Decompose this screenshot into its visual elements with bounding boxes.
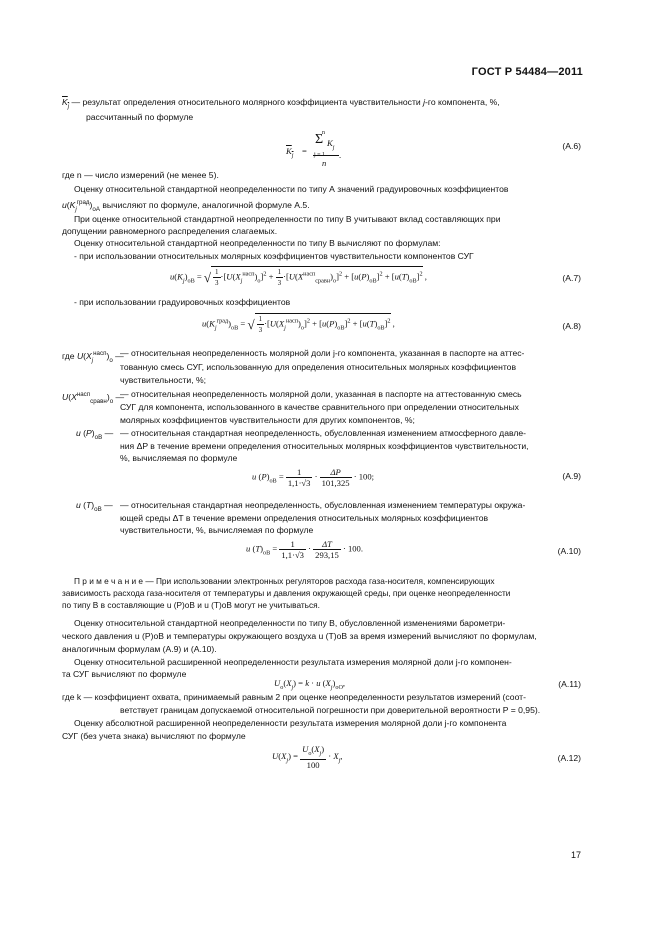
text-line: Оценку относительной стандартной неопределенности по типу А значений градуировочных коэффициентов <box>74 184 509 194</box>
text-line: Оценку относительной стандартной неопределенности по типу В, обусловленной изменениями барометри- <box>74 618 506 628</box>
text-line: -го компонента, %, <box>425 97 500 107</box>
text-line <box>120 348 524 359</box>
where-u-sr: $U(X^{насп}_{сравн})_о$ — <box>62 391 125 405</box>
kj-definition <box>62 97 500 112</box>
text-line: чувствительности, %; <box>120 375 207 385</box>
text-line: $u(K_j^{град})_{оА}$ вычисляют по формуле, аналогичной формуле А.5. <box>62 199 310 213</box>
text-line: При оценке относительной стандартной неопределенности по типу В учитывают вклад составляющих при <box>74 214 501 224</box>
text-line: та СУГ вычисляют по формуле <box>62 669 187 679</box>
text-line: Оценку абсолютной расширенной неопределенности результата измерения молярной доли j-го компонента <box>74 718 507 728</box>
text-line: допущении равномерного распределения слагаемых. <box>62 226 278 236</box>
text-line: - при использовании градуировочных коэффициентов <box>74 297 291 307</box>
text-line: - при использовании относительных молярных коэффициентов чувствительности компонентов СУГ <box>74 251 474 261</box>
text-line: — относительная неопределенность молярной доли, указанная в паспорте на аттестованную смесь <box>120 389 522 399</box>
where-u-x: где $U(X_j^{насп})_о$ — <box>62 350 124 364</box>
text-line: молярных коэффициентов чувствительности для других компонентов, %; <box>120 415 415 425</box>
where-u-t: u $(T)_{оВ}$ — <box>76 500 113 513</box>
equation-a8: $u(K_j^{град})_{оВ}$ = √ $\frac{1}{3}$ $\cdot[U(X_j^{насп})_о]^2 + [u(P)_{оВ}]^2 + [u(T)_{оВ}]^2$ , <box>202 315 395 334</box>
text-line: Оценку относительной расширенной неопределенности результата измерения молярной доли j-го компонен- <box>74 657 512 667</box>
note-line: П р и м е ч а н и е — При использовании электронных регуляторов расхода газа-носителя, компенсирующих <box>74 576 495 586</box>
text-line: Оценку относительной стандартной неопределенности по типу В вычисляют по формулам: <box>74 238 441 248</box>
text-line: — относительная неопределенность молярной доли j-го компонента, указанная в паспорте на аттес- <box>120 348 525 358</box>
text-line: ющей среды ΔT в течение времени определения относительных молярных коэффициентов <box>120 513 489 523</box>
text-line: тованную смесь СУГ, использованную для определения относительных молярных коэффициентов <box>120 362 517 372</box>
eq-number-a11: (А.11) <box>558 679 581 689</box>
eq-number-a8: (А.8) <box>562 321 581 331</box>
equation-a10: u $(T)_{оВ}$ = $\frac{1}{1,1\cdot√3}$ · $\frac{\Delta T}{293,15}$ · 100. <box>246 539 364 560</box>
eq-number-a7: (А.7) <box>562 273 581 283</box>
text-line: рассчитанный по формуле <box>86 112 194 122</box>
note-line: зависимость расхода газа-носителя от температуры и давления окружающей среды, при оценке неопределенности <box>62 588 511 598</box>
standard-header: ГОСТ Р 54484—2011 <box>471 66 583 78</box>
text-line: ветствует границам допускаемой относительной погрешности при доверительной вероятности P = 0,95). <box>120 705 541 715</box>
eq-number-a6: (А.6) <box>562 141 581 151</box>
text-line: где k — коэффициент охвата, принимаемый равным 2 при оценке неопределенности результатов измерений (соот- <box>62 692 526 702</box>
equation-a9: u $(P)_{оВ}$ = $\frac{1}{1,1\cdot√3}$ · $\frac{\Delta P}{101,325}$ · 100; <box>252 467 375 488</box>
note-line: по типу В в составляющие u (P)оВ и u (T)оВ могут не учитываться. <box>62 600 320 610</box>
document-page: ГОСТ Р 54484—2011 $K_j$ — результат определения относительного молярного коэффициента чувствительности j-го компонента, %, рассчитанный по формуле $K_j$ = n Σ $K_j$ j = 1 n . (А.6) где n — число измерений (не менее 5). Оценку относительной стандартной неопределенности по типу А значений градуировочных коэффициентов $u(K_j^{град})_{оА}$ вычисляют по формуле, аналогичной формуле А.5. При оценке относительной стандартной неопределенности по типу В учитывают вклад составляющих при допущении равномерного распределения слагаемых. Оценку относительной стандартной неопределенности по типу В вычисляют по формулам: - при использовании относительных молярных коэффициентов чувствительности компонентов СУГ $u(K_j)_{оВ}$ = √ $\frac{1}{3}$ $\cdot[U(X_j^{насп})_о]^2$ + $\frac{1}{3}$ $\cdot[U(X^{насп}_{сравн})_о]^2 + [u(P)_{оВ}]^2 + [u(T)_{оВ}]^2$ , (А.7) - при использовании градуировочных коэффициентов $u(K_j^{град})_{оВ}$ = √ $\frac{1}{3}$ $\cdot[U(X_j^{насп})_о]^2 + [u(P)_{оВ}]^2 + [u(T)_{оВ}]^2$ , (А.8) где $U(X_j^{насп})_о$ — — относительная неопределенность молярной доли j-го компонента, указанная в паспорте на аттес- тованную смесь СУГ, использованную для определения относительных молярных коэффициентов чувствительности, %; $U(X^{насп}_{сравн})_о$ — — относительная неопределенность молярной доли, указанная в паспорте на аттестованную смесь СУГ для компонента, использованного в качестве сравнительного при определении относительных молярных коэффициентов чувствительности для других компонентов, %; u $(P)_{оВ}$ — — относительная стандартная неопределенность, обусловленная изменением атмосферного давле- ния ΔP в течение времени определения относительных молярных коэффициентов чувствительности, %, вычисляемая по формуле u $(P)_{оВ}$ = $\frac{1}{1,1\cdot√3}$ · $\frac{\Delta P}{101,325}$ · 100; (А.9) u $(T)_{оВ}$ — — относительная стандартная неопределенность, обусловленная изменением температуры окружа- ющей среды ΔT в течение времени определения относительных молярных коэффициентов чувствительности, %, вычисляемая по формуле u $(T)_{оВ}$ = $\frac{1}{1,1\cdot√3}$ · $\frac{\Delta T}{293,15}$ · 100. (А.10) П р и м е ч а н и е — При использовании электронных регуляторов расхода газа-носителя, компенсирующих зависимость расхода газа-носителя от температуры и давления окружающей среды, при оценке неопределенности по типу В в составляющие u (P)оВ и u (T)оВ могут не учитываться. Оценку относительной стандартной неопределенности по типу В, обусловленной изменениями барометри- ческого давления u (P)оВ и температуры окружающего воздуха u (T)оВ за время измерений вычисляют по формулам, аналогичным формулам (А.9) и (А.10). Оценку относительной расширенной неопределенности результата измерения молярной доли j-го компонен- та СУГ вычисляют по формуле $U_о(X_j) = k \cdot u$ $(X_j)_{оО}$, (А.11) где k — коэффициент охвата, принимаемый равным 2 при оценке неопределенности результатов измерений (соот- ветствует границам допускаемой относительной погрешности при доверительной вероятности P = 0,95). Оценку абсолютной расширенной неопределенности результата измерения молярной доли j-го компонента СУГ (без учета знака) вычисляют по формуле $U(X_j)$ = $\frac{U_о(X_j)}{100}$ · $X_j$, (А.12) 17 <box>62 66 583 860</box>
text-line: СУГ (без учета знака) вычисляют по формуле <box>62 731 246 741</box>
equation-a12: $U(X_j)$ = $\frac{U_о(X_j)}{100}$ · $X_j$, <box>272 744 343 770</box>
where-u-p: u $(P)_{оВ}$ — <box>76 428 114 441</box>
equation-a11: $U_о(X_j) = k \cdot u$ $(X_j)_{оО}$, <box>274 678 346 691</box>
text-line: — относительная стандартная неопределенность, обусловленная изменением температуры окружа- <box>120 500 526 510</box>
text-line: ческого давления u (P)оВ и температуры окружающего воздуха u (T)оВ за время измерений вычисляют по формулам, <box>62 631 537 641</box>
eq-number-a10: (А.10) <box>557 546 581 556</box>
kj-symbol: $K_j$ <box>62 97 70 110</box>
page-number: 17 <box>570 850 581 860</box>
text-line: чувствительности, %, вычисляемая по формуле <box>120 525 314 535</box>
eq-number-a9: (А.9) <box>562 471 581 481</box>
text-line: где n — число измерений (не менее 5). <box>62 170 219 180</box>
text-line: %, вычисляемая по формуле <box>120 453 238 463</box>
text-line: СУГ для компонента, использованного в качестве сравнительного при определении относительных <box>120 402 519 412</box>
text-line: — относительная стандартная неопределенность, обусловленная изменением атмосферного давле- <box>120 428 527 438</box>
text-line: j <box>423 97 426 107</box>
equation-a7: $u(K_j)_{оВ}$ = √ $\frac{1}{3}$ $\cdot[U(X_j^{насп})_о]^2$ + $\frac{1}{3}$ $\cdot[U(X^{насп}_{сравн})_о]^2 + [u(P)_{оВ}]^2 + [u(T)_{оВ}]^2$ , <box>170 268 427 287</box>
text-line: аналогичным формулам (А.9) и (А.10). <box>62 644 217 654</box>
eq-number-a12: (А.12) <box>557 753 581 763</box>
text-line: ния ΔP в течение времени определения относительных молярных коэффициентов чувствительности, <box>120 441 529 451</box>
text-line: — результат определения относительного молярного коэффициента чувствительности <box>71 97 421 107</box>
